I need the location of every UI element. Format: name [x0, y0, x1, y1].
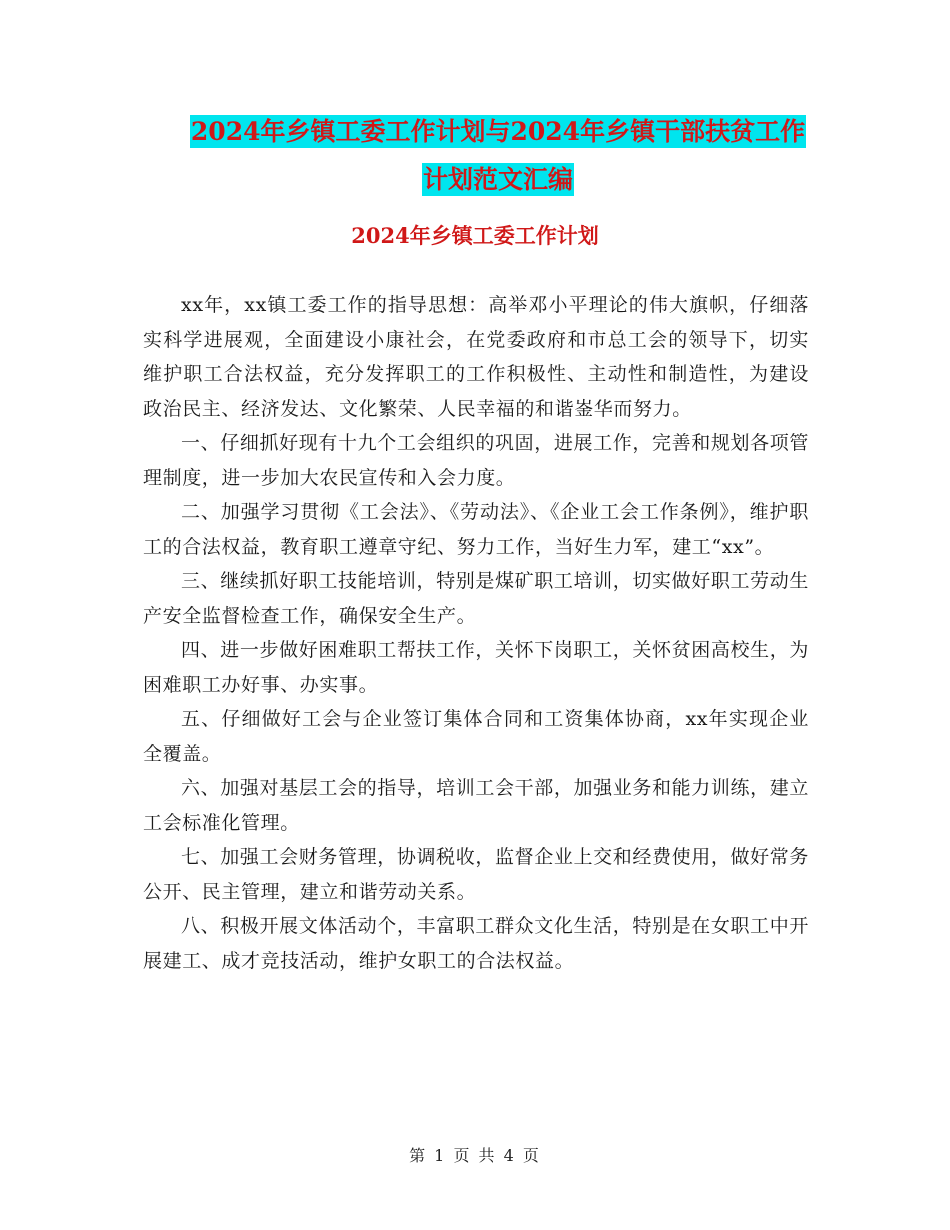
- paragraph-intro: xx年，xx镇工委工作的指导思想：高举邓小平理论的伟大旗帜，仔细落实科学进展观，全面建设小康社会，在党委政府和市总工会的领导下，切实维护职工合法权益，充分发挥职工的工作积极性、主动性和制造性，为建设政治民主、经济发达、文化繁荣、人民幸福的和谐崟华而努力。: [143, 294, 809, 420]
- paragraph-item-7: 七、加强工会财务管理，协调税收，监督企业上交和经费使用，做好常务公开、民主管理，建立和谐劳动关系。: [143, 846, 809, 903]
- paragraph-item-6: 六、加强对基层工会的指导，培训工会干部，加强业务和能力训练，建立工会标准化管理。: [143, 777, 809, 834]
- paragraph-item-8: 八、积极开展文体活动个，丰富职工群众文化生活，特别是在女职工中开展建工、成才竞技活动，维护女职工的合法权益。: [143, 915, 809, 972]
- document-title-line-2: 计划范文汇编: [422, 165, 573, 194]
- paragraph-item-1: 一、仔细抓好现有十九个工会组织的巩固，进展工作，完善和规划各项管理制度，进一步加大农民宣传和入会力度。: [143, 432, 809, 489]
- page-footer: 第 1 页 共 4 页: [409, 1146, 541, 1165]
- document-title: [140, 108, 856, 204]
- paragraph-item-3: 三、继续抓好职工技能培训，特别是煤矿职工培训，切实做好职工劳动生产安全监督检查工作，确保安全生产。: [143, 570, 809, 627]
- document-body: [143, 288, 809, 978]
- paragraph-item-5: 五、仔细做好工会与企业签订集体合同和工资集体协商，xx年实现企业全覆盖。: [143, 708, 809, 765]
- document-title-line-1: 2024年乡镇工委工作计划与2024年乡镇干部扶贫工作: [190, 117, 806, 146]
- paragraph-item-2: 二、加强学习贯彻《工会法》、《劳动法》、《企业工会工作条例》，维护职工的合法权益，教育职工遵章守纪、努力工作，当好生力军，建工“xx”。: [143, 501, 809, 558]
- section-title: 2024年乡镇工委工作计划: [351, 223, 599, 248]
- paragraph-item-4: 四、进一步做好困难职工帮扶工作，关怀下岗职工，关怀贫困高校生，为困难职工办好事、办实事。: [143, 639, 809, 696]
